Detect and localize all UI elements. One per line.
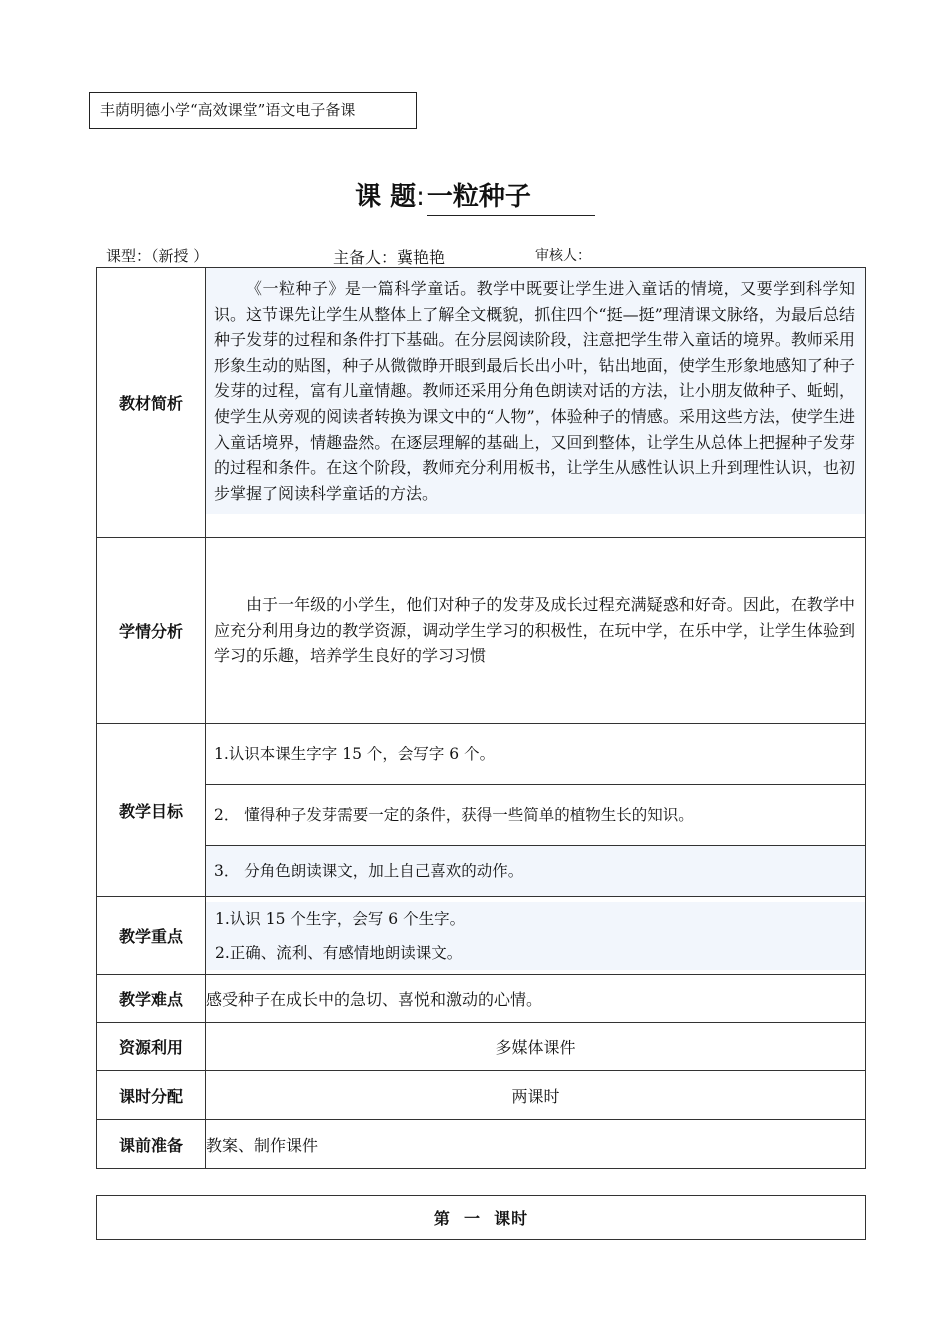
title-topic: 一粒种子 [427,176,595,216]
reviewer: 审核人： [535,248,591,264]
material-cell [206,268,866,538]
row-key-points [97,897,866,975]
prep-text: 教案、制作课件 [206,1120,866,1169]
key-points-label: 教学重点 [97,897,206,975]
resources-text: 多媒体课件 [206,1023,866,1071]
material-text: 《一粒种子》是一篇科学童话。教学中既要让学生进入童话的情境，又要学到科学知识。这节课先让学生从整体上了解全文概貌，抓住四个“挺—挺”理清课文脉络，为最后总结种子发芽的过程和条件打下基础。在分层阅读阶段，注意把学生带入童话的境界。教师采用形象生动的贴图，种子从微微睁开眼到最后长出小叶，钻出地面，使学生形象地感知了种子发芽的过程，富有儿童情趣。教师还采用分角色朗读对话的方法，让小朋友做种子、蚯蚓，使学生从旁观的阅读者转换为课文中的“人物”，体验种子的情感。采用这些方法，使学生进入童话境界，情趣盎然。在逐层理解的基础上，又回到整体，让学生从总体上把握种子发芽的过程和条件。在这个阶段，教师充分利用板书，让学生从感性认识上升到理性认识，也初步掌握了阅读科学童话的方法。 [206,268,865,514]
difficulty-label: 教学难点 [97,975,206,1023]
row-resources [97,1023,866,1071]
school-name: 丰荫明德小学“高效课堂”语文电子备课 [100,101,356,119]
students-label: 学情分析 [97,538,206,724]
students-cell [206,538,866,724]
school-header-box [89,92,417,129]
title-colon: : [416,182,425,212]
goals-label: 教学目标 [97,724,206,897]
goals-cell [206,724,866,897]
prep-label: 课前准备 [97,1120,206,1169]
material-label: 教材简析 [97,268,206,538]
difficulty-text: 感受种子在成长中的急切、喜悦和激动的心情。 [206,975,866,1023]
key-point-item: 1.认识 15 个生字，会写 6 个生字。 [215,909,466,928]
key-points-list [206,902,865,970]
row-students [97,538,866,724]
goal-item: 1.认识本课生字字 15 个，会写字 6 个。 [206,724,865,785]
resources-label: 资源利用 [97,1023,206,1071]
title-label: 课 题 [355,182,417,212]
hours-label: 课时分配 [97,1071,206,1120]
lesson-type: 课型：（新授 ） [106,247,209,265]
goal-item: 2． 懂得种子发芽需要一定的条件，获得一些简单的植物生长的知识。 [206,785,865,846]
key-point-item: 2.正确、流利、有感情地朗读课文。 [215,943,463,962]
lesson-plan-table [96,267,866,1169]
row-difficulty [97,975,866,1023]
period-table [96,1195,866,1240]
prepared-by: 主备人：冀艳艳 [333,248,446,267]
lesson-title [0,176,950,216]
goal-item: 3． 分角色朗读课文，加上自己喜欢的动作。 [206,846,865,896]
hours-text: 两课时 [206,1071,866,1120]
students-text: 由于一年级的小学生，他们对种子的发芽及成长过程充满疑惑和好奇。因此，在教学中应充分利用身边的教学资源，调动学生学习的积极性，在玩中学，在乐中学，让学生体验到学习的乐趣，培养学生良好的学习习惯 [214,595,855,666]
key-points-cell [206,897,866,975]
period-label: 第 一 课时 [97,1196,866,1240]
row-material [97,268,866,538]
row-prep [97,1120,866,1169]
row-hours [97,1071,866,1120]
row-goals [97,724,866,897]
